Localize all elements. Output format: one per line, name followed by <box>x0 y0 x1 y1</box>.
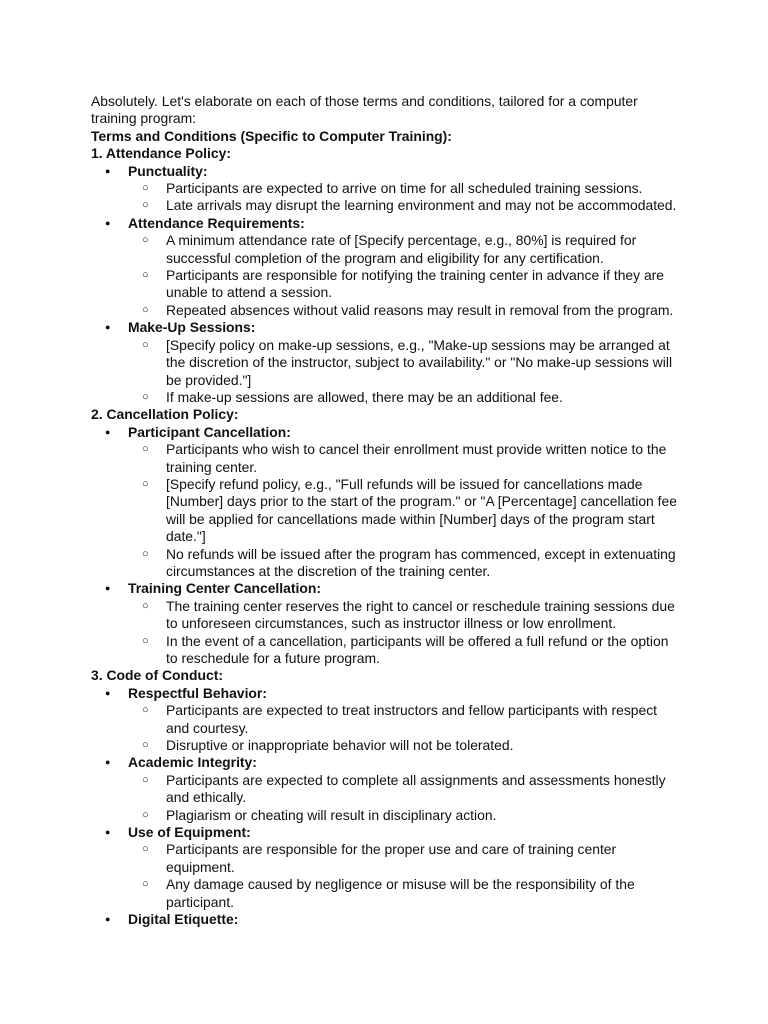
document-heading: Terms and Conditions (Specific to Computer Training): <box>91 127 452 144</box>
item-title: Digital Etiquette: <box>128 911 239 928</box>
point-item: ○ No refunds will be issued after the program has commenced, except in extenuating circumstances at the discretion of the training center. <box>128 546 680 581</box>
item-title: Academic Integrity: <box>128 754 257 771</box>
section-item <box>91 163 691 215</box>
section-title: 3. Code of Conduct: <box>91 667 223 684</box>
intro-paragraph: Absolutely. Let's elaborate on each of those terms and conditions, tailored for a computer training program: <box>91 93 638 127</box>
point-list <box>128 702 691 754</box>
point-item: ○ Any damage caused by negligence or misuse will be the responsibility of the participant. <box>128 876 680 911</box>
point-item: ○ Participants are expected to arrive on time for all scheduled training sessions. <box>128 180 680 197</box>
section-item <box>91 424 691 581</box>
item-title: Punctuality: <box>128 162 208 179</box>
point-list <box>128 180 691 215</box>
section-item-list <box>91 685 691 929</box>
section-item <box>91 685 691 755</box>
section-item <box>91 215 691 319</box>
point-item: ○ In the event of a cancellation, participants will be offered a full refund or the option to reschedule for a future program. <box>128 633 680 668</box>
point-list <box>128 772 691 824</box>
sections-container <box>91 145 691 928</box>
point-item: ○ Participants who wish to cancel their enrollment must provide written notice to the training center. <box>128 441 680 476</box>
section-item <box>91 319 691 406</box>
point-list <box>128 337 691 407</box>
item-title: Participant Cancellation: <box>128 423 291 440</box>
point-item: ○ Plagiarism or cheating will result in disciplinary action. <box>128 807 680 824</box>
point-item: ○ Participants are responsible for the proper use and care of training center equipment. <box>128 841 680 876</box>
point-item: ○ [Specify refund policy, e.g., "Full refunds will be issued for cancellations made [Number] days prior to the start of the program." or "A [Percentage] cancellation fee will be applied for cancellations made within [Number] days of the program start date."] <box>128 476 680 546</box>
point-list <box>128 598 691 668</box>
section-item <box>91 754 691 824</box>
point-list <box>128 841 691 911</box>
section-item <box>91 824 691 911</box>
point-item: ○ The training center reserves the right to cancel or reschedule training sessions due to unforeseen circumstances, such as instructor illness or low enrollment. <box>128 598 680 633</box>
point-item: ○ Repeated absences without valid reasons may result in removal from the program. <box>128 302 680 319</box>
point-item: ○ Participants are expected to complete all assignments and assessments honestly and ethically. <box>128 772 680 807</box>
point-list <box>128 232 691 319</box>
section-item <box>91 911 691 928</box>
point-item: ○ [Specify policy on make-up sessions, e.g., "Make-up sessions may be arranged at the discretion of the instructor, subject to availability." or "No make-up sessions will be provided."] <box>128 337 680 389</box>
section-title: 1. Attendance Policy: <box>91 145 231 162</box>
point-item: ○ Late arrivals may disrupt the learning environment and may not be accommodated. <box>128 197 680 214</box>
point-list <box>128 441 691 580</box>
point-item: ○ A minimum attendance rate of [Specify percentage, e.g., 80%] is required for successful completion of the program and eligibility for any certification. <box>128 232 680 267</box>
point-item: ○ Disruptive or inappropriate behavior will not be tolerated. <box>128 737 680 754</box>
section-item <box>91 580 691 667</box>
item-title: Respectful Behavior: <box>128 684 267 701</box>
section-title: 2. Cancellation Policy: <box>91 406 239 423</box>
point-item: ○ If make-up sessions are allowed, there may be an additional fee. <box>128 389 680 406</box>
section-item-list <box>91 163 691 407</box>
section-item-list <box>91 424 691 668</box>
item-title: Attendance Requirements: <box>128 214 305 231</box>
item-title: Training Center Cancellation: <box>128 580 321 597</box>
item-title: Make-Up Sessions: <box>128 319 256 336</box>
point-item: ○ Participants are expected to treat instructors and fellow participants with respect and courtesy. <box>128 702 680 737</box>
item-title: Use of Equipment: <box>128 824 251 841</box>
point-item: ○ Participants are responsible for notifying the training center in advance if they are unable to attend a session. <box>128 267 680 302</box>
document-page <box>91 93 691 929</box>
